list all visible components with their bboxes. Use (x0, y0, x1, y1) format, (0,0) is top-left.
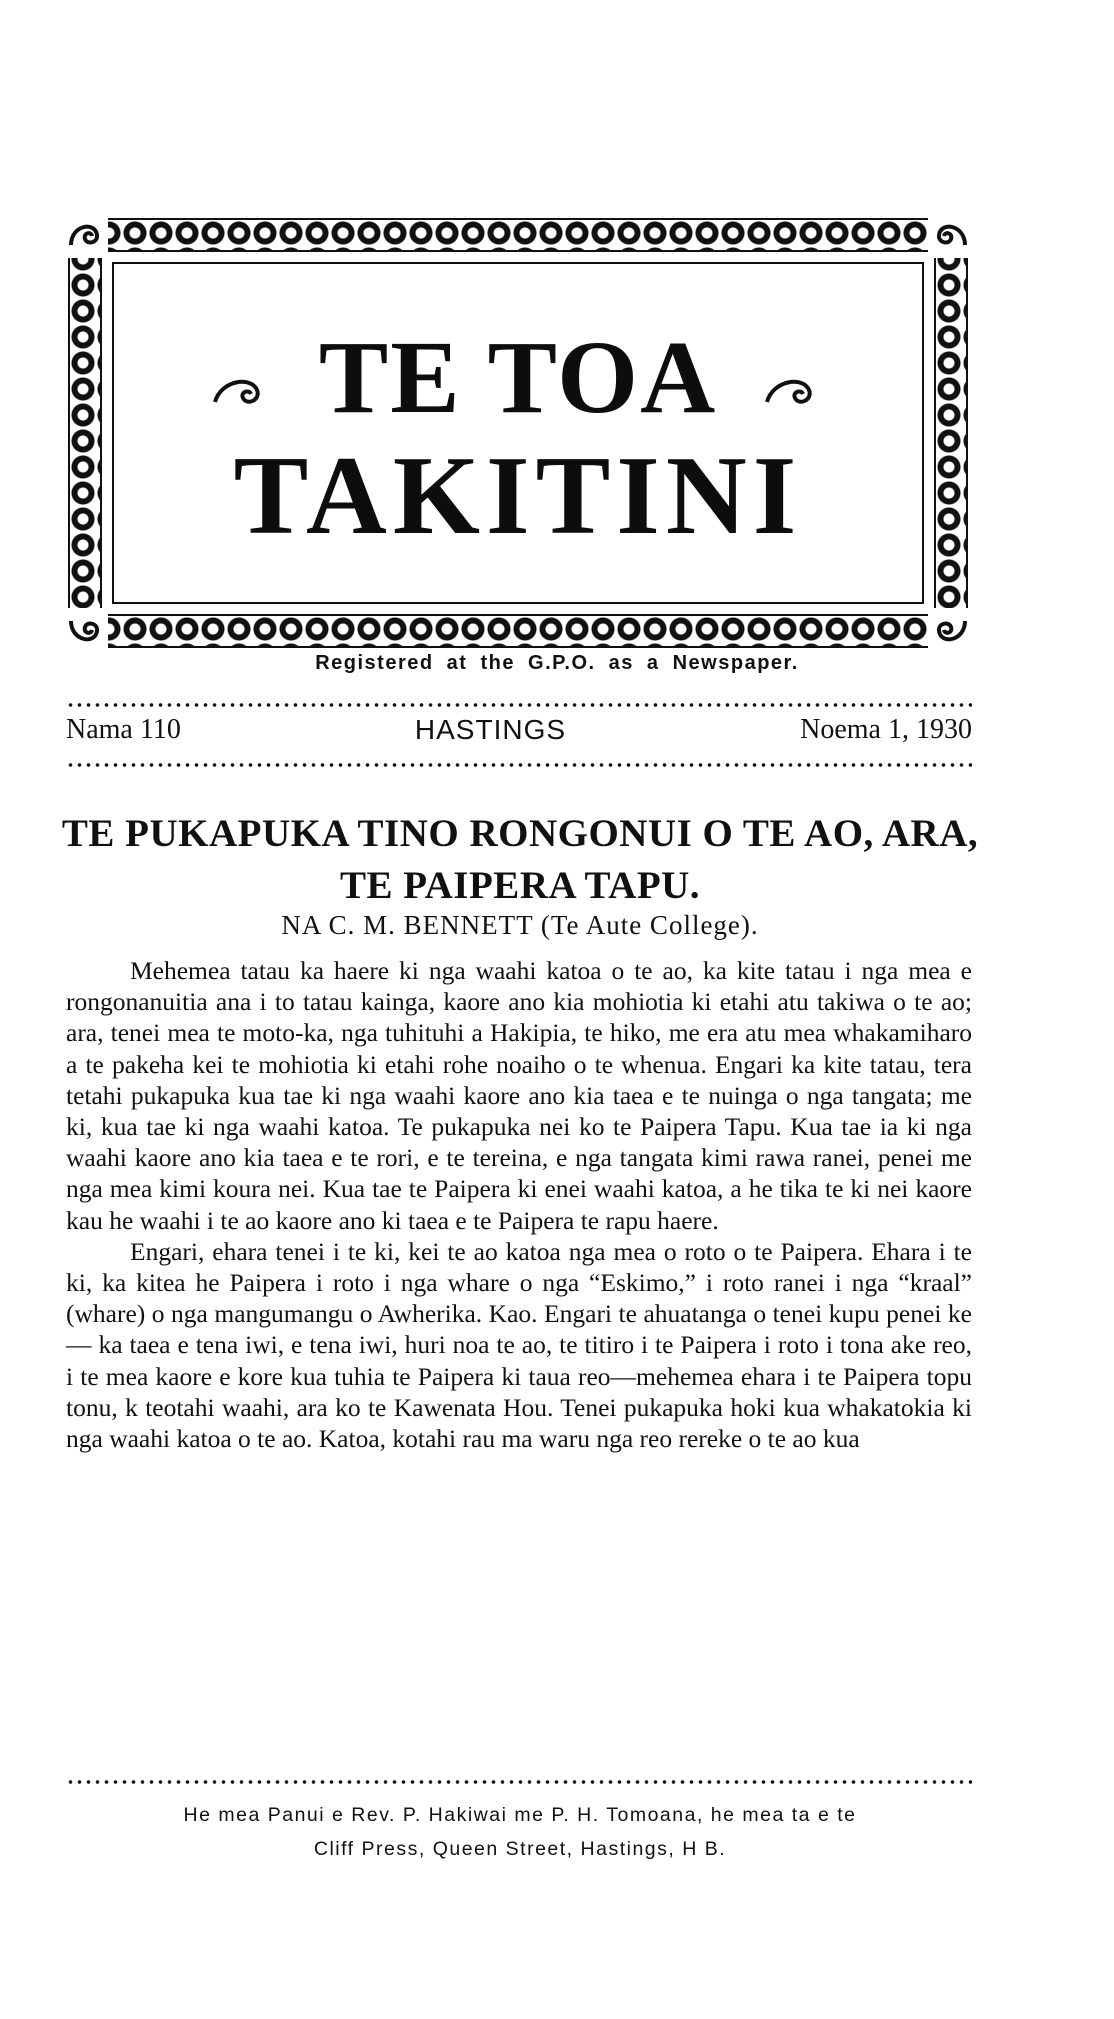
article-paragraph: Mehemea tatau ka haere ki nga waahi katoa o te ao, ka kite tatau i nga mea e rongonanuitia ana i to tatau kainga, kaore ano kia mohiotia ki etahi atu takiwa o te ao; ara, tenei mea te moto-ka, nga tuhituhi a Hakipia, te hiko, me era atu mea whakamiharo a te pakeha kei te mohiotia ki etahi rohe noaiho o te whenua. Engari ka kite tatau, tera tetahi pukapuka kua tae ki nga waahi kaore ano kia taea e te nuinga o nga tangata; me ki, kua tae ki nga waahi katoa. Te pukapuka nei ko te Paipera Tapu. Kua tae ia ki nga waahi kaore ano kia taea e te rori, e te tereina, e nga tangata kimi rawa ranei, penei me nga mea kimi koura nei. Kua tae te Paipera ki enei waahi katoa, a he tika te ki nei kaore kau he waahi i te ao kaore ano ki taea e te Paipera te rapu haere. (66, 956, 972, 1235)
scroll-ornament-icon (62, 212, 108, 258)
ornamental-border-left (68, 218, 102, 648)
dotted-rule (66, 702, 972, 708)
article-body (66, 955, 972, 1454)
masthead-title-line-2: TAKITINI (233, 434, 803, 558)
issue-line (66, 714, 972, 746)
issue-number: Nama 110 (66, 714, 181, 745)
issue-place: HASTINGS (414, 714, 567, 745)
scroll-ornament-icon (62, 608, 108, 654)
ornamental-border-top (68, 218, 968, 252)
printer-imprint (60, 1798, 980, 1866)
masthead (68, 218, 968, 648)
article-paragraph: Engari, ehara tenei i te ki, kei te ao katoa nga mea o roto o te Paipera. Ehara i te ki, ka kitea he Paipera i roto i nga whare o nga “Eskimo,” i roto ranei i nga “kraal” (whare) o nga mangumangu o Awherika. Kao. Engari te ahuatanga o tenei kupu penei ke— ka taea e tena iwi, e tena iwi, huri noa te ao, te titiro i te Paipera i roto i tona ake reo, i te mea kaore e kore kua tuhia te Paipera ki taua reo—mehemea ehara i te Paipera topu tonu, k teotahi waahi, ara ko te Kawenata Hou. Tenei pukapuka hoki kua whakatokia ki nga waahi katoa o te ao. Katoa, kotahi rau ma waru nga reo rereke o te ao kua (66, 1236, 972, 1454)
article-headline: TE PUKAPUKA TINO RONGONUI O TE AO, ARA, TE PAIPERA TAPU. (61, 812, 979, 907)
issue-date: Noema 1, 1930 (800, 714, 972, 745)
scroll-ornament-icon (928, 212, 974, 258)
masthead-title-line-1 (68, 316, 968, 436)
ornamental-border-bottom (68, 614, 968, 648)
imprint-line-1: He mea Panui e Rev. P. Hakiwai me P. H. Tomoana, he mea ta e te (183, 1804, 857, 1826)
imprint-line-2: Cliff Press, Queen Street, Hastings, H B. (313, 1838, 727, 1860)
scroll-ornament-icon (928, 608, 974, 654)
swirl-ornament-icon (763, 326, 825, 430)
dotted-rule (66, 762, 972, 768)
ornamental-border-right (934, 218, 968, 648)
swirl-ornament-icon (211, 326, 273, 430)
masthead-title-te-toa: TE TOA (318, 320, 718, 436)
dotted-rule (66, 1779, 972, 1785)
article-byline: NA C. M. BENNETT (Te Aute College). (281, 910, 759, 940)
registration-notice: Registered at the G.P.O. as a Newspaper. (315, 652, 799, 674)
